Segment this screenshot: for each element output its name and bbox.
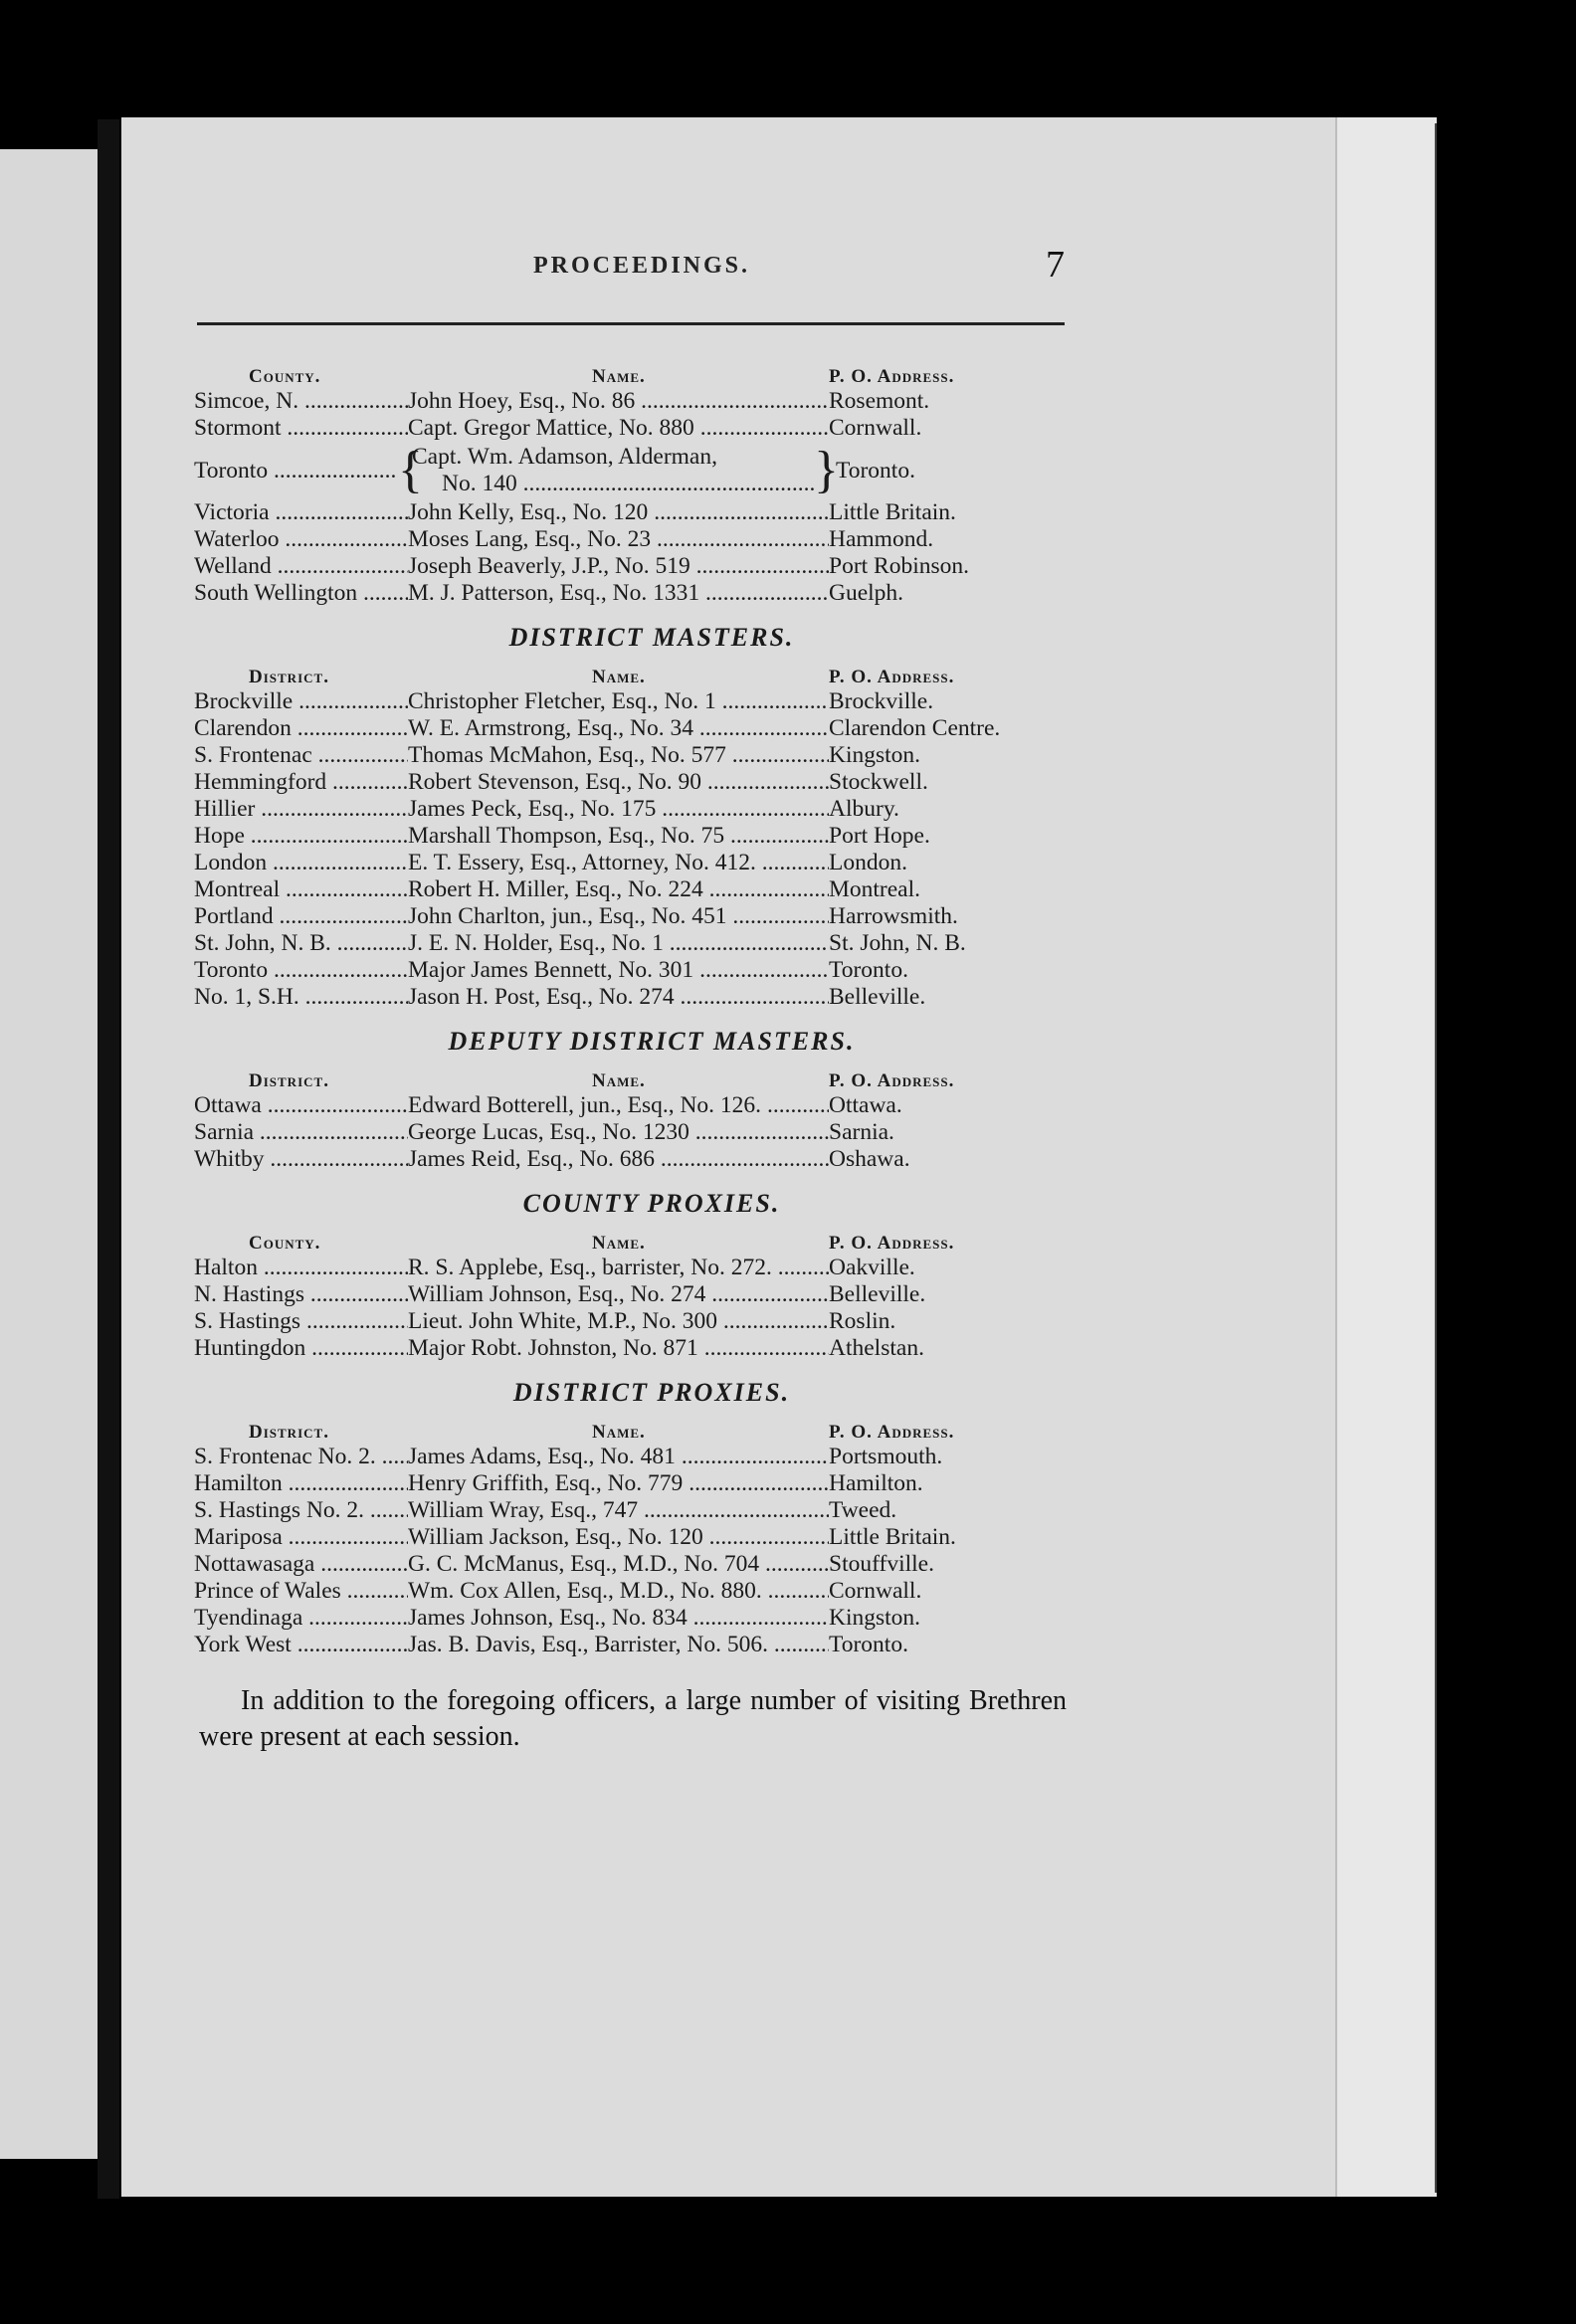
list-item: [194, 688, 1070, 715]
list-item: [194, 823, 1070, 850]
entry-address: Belleville.: [829, 984, 926, 1010]
entry-name: G. C. McManus, Esq., M.D., No. 704 .....: [408, 1551, 829, 1578]
entry-place: S. Hastings .....: [194, 1308, 408, 1335]
section-title-deputy-district-masters: DEPUTY DISTRICT MASTERS.: [448, 1027, 856, 1056]
header-rule: [197, 322, 1065, 325]
list-item: [194, 1632, 1070, 1658]
entry-place: Victoria .....: [194, 499, 408, 526]
entry-place: Waterloo .....: [194, 526, 408, 553]
entry-name: Jas. B. Davis, Esq., Barrister, No. 506. .....: [408, 1632, 829, 1658]
list-item: [194, 1551, 1070, 1578]
list-item: [194, 850, 1070, 876]
entry-name: Moses Lang, Esq., No. 23 .....: [408, 526, 829, 553]
list-item: [194, 876, 1070, 903]
entry-place: Montreal .....: [194, 876, 408, 903]
entry-name: W. E. Armstrong, Esq., No. 34 .....: [408, 715, 829, 742]
entry-place: N. Hastings .....: [194, 1281, 408, 1308]
county-list-part-1: [194, 388, 1070, 442]
entry-address: Port Hope.: [829, 823, 930, 849]
section-title-county-proxies: COUNTY PROXIES.: [522, 1189, 781, 1218]
list-item: [194, 957, 1070, 984]
entry-place: Portland .....: [194, 903, 408, 930]
entry-address: Albury.: [829, 796, 899, 822]
entry-place: Brockville .....: [194, 688, 408, 715]
entry-address: Guelph.: [829, 580, 904, 606]
col-address: P. O. Address.: [829, 366, 955, 387]
section-title-district-masters: DISTRICT MASTERS.: [508, 623, 795, 652]
entry-place: Halton .....: [194, 1255, 408, 1281]
entry-address: Clarendon Centre.: [829, 715, 1001, 741]
entry-place: Huntingdon .....: [194, 1335, 408, 1362]
entry-name: Jason H. Post, Esq., No. 274 .....: [408, 984, 829, 1011]
entry-place: St. John, N. B. .....: [194, 930, 408, 957]
col-name: Name.: [592, 366, 646, 387]
deputy-district-masters-list: [194, 1092, 1070, 1173]
col-district: District.: [249, 1422, 329, 1443]
list-item: [194, 1335, 1070, 1362]
page-fore-edge-line: [1435, 123, 1437, 2193]
list-item: [194, 1281, 1070, 1308]
list-item: [194, 1255, 1070, 1281]
entry-address: Cornwall.: [829, 415, 922, 441]
entry-place: Toronto .....: [194, 458, 398, 484]
list-item: [194, 1308, 1070, 1335]
col-county: County.: [249, 366, 321, 387]
col-address: P. O. Address.: [829, 1233, 955, 1254]
entry-place: Whitby .....: [194, 1146, 408, 1173]
list-item: [194, 388, 1070, 415]
entry-address: Cornwall.: [829, 1578, 922, 1604]
col-address: P. O. Address.: [829, 1422, 955, 1443]
column-headers-counties: [194, 362, 1070, 388]
list-item: [194, 1092, 1070, 1119]
entry-name: John Kelly, Esq., No. 120 .....: [408, 499, 829, 526]
entry-address: Little Britain.: [829, 499, 956, 525]
entry-address: Oshawa.: [829, 1146, 910, 1172]
entry-name: Robert H. Miller, Esq., No. 224 .....: [408, 876, 829, 903]
list-item: [194, 526, 1070, 553]
entry-place: Mariposa .....: [194, 1524, 408, 1551]
entry-name: Henry Griffith, Esq., No. 779 .....: [408, 1470, 829, 1497]
entry-name: Thomas McMahon, Esq., No. 577 .....: [408, 742, 829, 769]
entry-place: Clarendon .....: [194, 715, 408, 742]
officer-lists: [194, 362, 1070, 1658]
entry-address: Roslin.: [829, 1308, 896, 1334]
entry-address: Athelstan.: [829, 1335, 924, 1361]
entry-place: S. Hastings No. 2. .....: [194, 1497, 408, 1524]
entry-name: Christopher Fletcher, Esq., No. 1 .....: [408, 688, 829, 715]
entry-place: S. Frontenac No. 2. .....: [194, 1444, 408, 1470]
list-item: [194, 1578, 1070, 1605]
entry-name: Joseph Beaverly, J.P., No. 519 .....: [408, 553, 829, 580]
entry-name: R. S. Applebe, Esq., barrister, No. 272. .....: [408, 1255, 829, 1281]
entry-place: Toronto .....: [194, 957, 408, 984]
entry-address: Kingston.: [829, 742, 921, 768]
list-item: [194, 769, 1070, 796]
col-name: Name.: [592, 667, 646, 687]
entry-name: John Hoey, Esq., No. 86 .....: [408, 388, 829, 415]
entry-place: Simcoe, N. .....: [194, 388, 408, 415]
list-item: [194, 415, 1070, 442]
list-item: [194, 580, 1070, 607]
entry-place: London .....: [194, 850, 408, 876]
list-item: [194, 1444, 1070, 1470]
entry-address: Belleville.: [829, 1281, 926, 1307]
right-brace: }: [814, 442, 839, 498]
entry-address: London.: [829, 850, 907, 875]
entry-address: Sarnia.: [829, 1119, 894, 1145]
entry-address: St. John, N. B.: [829, 930, 966, 956]
column-headers-deputy: [194, 1066, 1070, 1092]
list-item: [194, 1497, 1070, 1524]
entry-address: Port Robinson.: [829, 553, 970, 579]
entry-name: E. T. Essery, Esq., Attorney, No. 412. .....: [408, 850, 829, 876]
entry-address: Brockville.: [829, 688, 934, 714]
entry-place: Ottawa .....: [194, 1092, 408, 1119]
entry-place: Stormont .....: [194, 415, 408, 442]
entry-name: William Jackson, Esq., No. 120 .....: [408, 1524, 829, 1551]
col-district: District.: [249, 1070, 329, 1091]
col-name: Name.: [592, 1422, 646, 1443]
entry-place: No. 1, S.H. .....: [194, 984, 408, 1011]
entry-place: Sarnia .....: [194, 1119, 408, 1146]
entry-place: Hillier .....: [194, 796, 408, 823]
entry-name: George Lucas, Esq., No. 1230 .....: [408, 1119, 829, 1146]
entry-address: Harrowsmith.: [829, 903, 958, 929]
closing-paragraph: In addition to the foregoing officers, a large number of visiting Brethren were present at each session.: [199, 1685, 1067, 1752]
entry-place: Tyendinaga .....: [194, 1605, 408, 1632]
entry-address: Kingston.: [829, 1605, 921, 1631]
page-number: 7: [1046, 244, 1065, 286]
running-header: [199, 244, 1065, 289]
toronto-entry: [194, 444, 1070, 497]
entry-place: Hamilton .....: [194, 1470, 408, 1497]
facing-page-edge: [0, 149, 99, 2159]
entry-name: Wm. Cox Allen, Esq., M.D., No. 880. .....: [408, 1578, 829, 1605]
list-item: [194, 1119, 1070, 1146]
entry-name: James Johnson, Esq., No. 834 .....: [408, 1605, 829, 1632]
entry-address: Tweed.: [829, 1497, 897, 1523]
entry-name: Edward Botterell, jun., Esq., No. 126. .....: [408, 1092, 829, 1119]
list-item: [194, 1605, 1070, 1632]
entry-address: Toronto.: [836, 457, 915, 484]
entry-name: James Peck, Esq., No. 175 .....: [408, 796, 829, 823]
list-item: [194, 930, 1070, 957]
entry-name: Lieut. John White, M.P., No. 300 .....: [408, 1308, 829, 1335]
entry-place: South Wellington .....: [194, 580, 408, 607]
entry-name: J. E. N. Holder, Esq., No. 1 .....: [408, 930, 829, 957]
entry-name: William Johnson, Esq., No. 274 .....: [408, 1281, 829, 1308]
entry-name: James Adams, Esq., No. 481 .....: [408, 1444, 829, 1470]
entry-address: Ottawa.: [829, 1092, 902, 1118]
col-county: County.: [249, 1233, 321, 1254]
entry-place: Hemmingford .....: [194, 769, 408, 796]
entry-place: Nottawasaga .....: [194, 1551, 408, 1578]
page-fore-edge: [1335, 117, 1437, 2197]
district-masters-list: [194, 688, 1070, 1011]
column-headers-district-masters: [194, 663, 1070, 688]
entry-address: Hamilton.: [829, 1470, 923, 1496]
section-title-district-proxies: DISTRICT PROXIES.: [512, 1378, 791, 1407]
list-item: [194, 984, 1070, 1011]
entry-address: Toronto.: [829, 1632, 908, 1657]
list-item: [194, 796, 1070, 823]
entry-name: James Reid, Esq., No. 686 .....: [408, 1146, 829, 1173]
entry-place: Hope .....: [194, 823, 408, 850]
col-address: P. O. Address.: [829, 667, 955, 687]
list-item: [194, 742, 1070, 769]
column-headers-district-proxies: [194, 1418, 1070, 1444]
entry-place: York West .....: [194, 1632, 408, 1658]
entry-address: Oakville.: [829, 1255, 915, 1280]
list-item: [194, 1470, 1070, 1497]
entry-address: Little Britain.: [829, 1524, 956, 1550]
entry-place: Prince of Wales .....: [194, 1578, 408, 1605]
entry-name: Marshall Thompson, Esq., No. 75 .....: [408, 823, 829, 850]
book-gutter: [98, 119, 119, 2199]
entry-name-block: [412, 444, 814, 497]
list-item: [194, 1524, 1070, 1551]
list-item: [194, 903, 1070, 930]
left-brace: {: [398, 442, 423, 498]
column-headers-county-proxies: [194, 1229, 1070, 1255]
entry-address: Stouffville.: [829, 1551, 934, 1577]
col-name: Name.: [592, 1233, 646, 1254]
entry-address: Rosemont.: [829, 388, 930, 414]
entry-name: Robert Stevenson, Esq., No. 90 .....: [408, 769, 829, 796]
district-proxies-list: [194, 1444, 1070, 1658]
entry-place: S. Frontenac .....: [194, 742, 408, 769]
entry-name: William Wray, Esq., 747 .....: [408, 1497, 829, 1524]
entry-address: Stockwell.: [829, 769, 928, 795]
county-list-part-2: [194, 499, 1070, 607]
entry-place: Welland .....: [194, 553, 408, 580]
list-item: [194, 715, 1070, 742]
entry-name-line2: No. 140 .....: [412, 471, 814, 497]
list-item: [194, 553, 1070, 580]
list-item: [194, 1146, 1070, 1173]
running-title: PROCEEDINGS.: [533, 253, 751, 279]
entry-name: Major James Bennett, No. 301 .....: [408, 957, 829, 984]
entry-name: John Charlton, jun., Esq., No. 451 .....: [408, 903, 829, 930]
entry-name: Capt. Gregor Mattice, No. 880 .....: [408, 415, 829, 442]
col-address: P. O. Address.: [829, 1070, 955, 1091]
entry-name-line1: Capt. Wm. Adamson, Alderman,: [412, 444, 717, 470]
county-proxies-list: [194, 1255, 1070, 1362]
entry-address: Portsmouth.: [829, 1444, 943, 1469]
entry-address: Montreal.: [829, 876, 921, 902]
col-district: District.: [249, 667, 329, 687]
entry-name: M. J. Patterson, Esq., No. 1331 .....: [408, 580, 829, 607]
entry-address: Toronto.: [829, 957, 908, 983]
entry-name: Major Robt. Johnston, No. 871 .....: [408, 1335, 829, 1362]
list-item: [194, 499, 1070, 526]
col-name: Name.: [592, 1070, 646, 1091]
entry-address: Hammond.: [829, 526, 934, 552]
